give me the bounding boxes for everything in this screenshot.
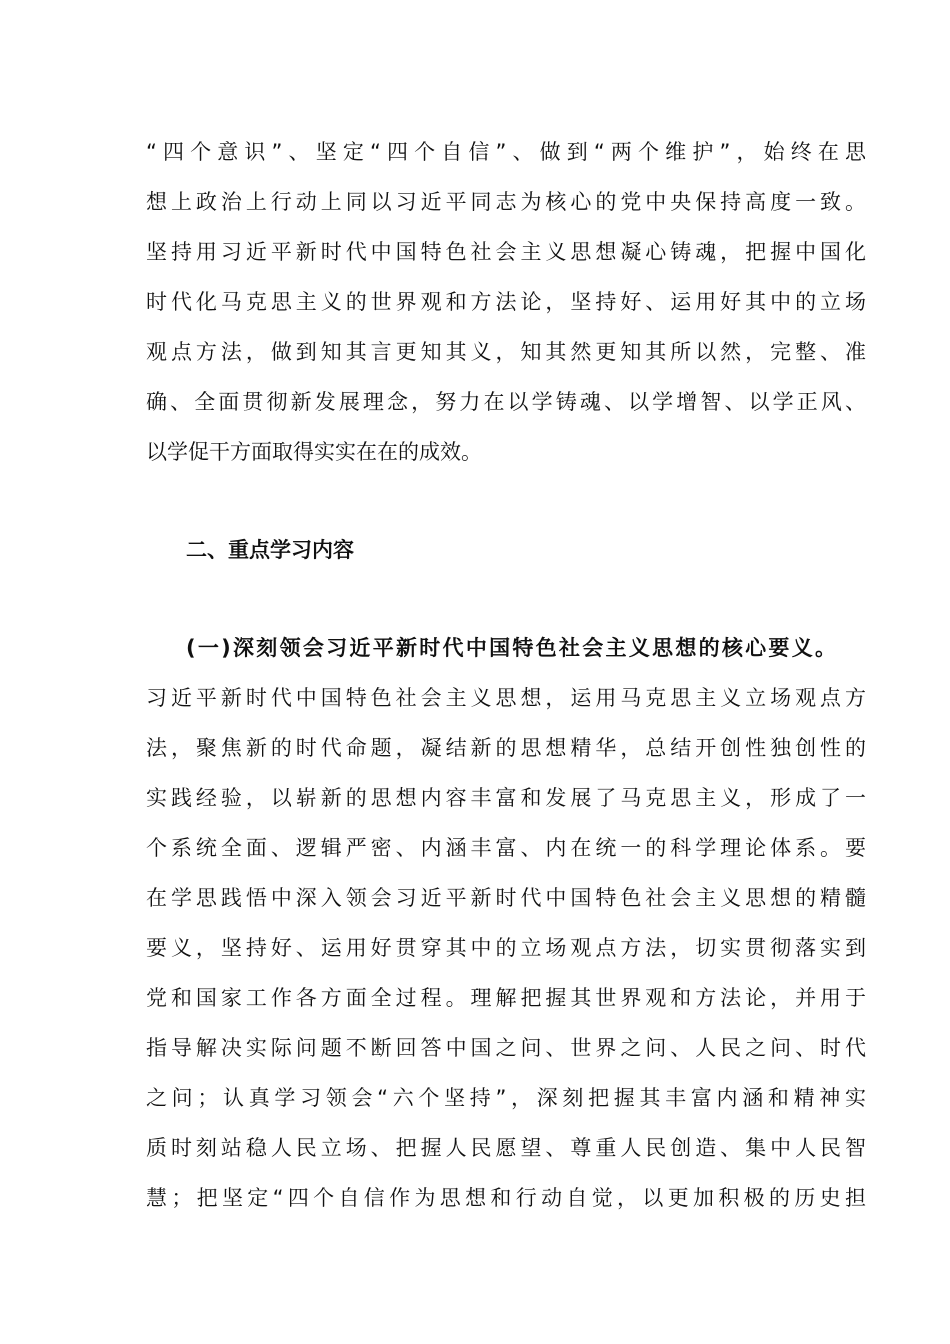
body-text-line: 确、全面贯彻新发展理念，努力在以学铸魂、以学增智、以学正风、 [146,390,866,414]
body-text-line: 个系统全面、逻辑严密、内涵丰富、内在统一的科学理论体系。要 [146,836,866,860]
body-text-line: 习近平新时代中国特色社会主义思想，运用马克思主义立场观点方 [146,686,866,710]
body-text-line: 坚持用习近平新时代中国特色社会主义思想凝心铸魂，把握中国化 [146,240,866,264]
body-text-line: “四个意识”、坚定“四个自信”、做到“两个维护”，始终在思 [146,140,866,164]
body-text-line: 时代化马克思主义的世界观和方法论，坚持好、运用好其中的立场 [146,290,866,314]
body-text-line: 法，聚焦新的时代命题，凝结新的思想精华，总结开创性独创性的 [146,736,866,760]
body-text-line: 质时刻站稳人民立场、把握人民愿望、尊重人民创造、集中人民智 [146,1136,866,1160]
subsection-heading: (一)深刻领会习近平新时代中国特色社会主义思想的核心要义。 [186,636,836,660]
body-text-line: 实践经验，以崭新的思想内容丰富和发展了马克思主义，形成了一 [146,786,866,810]
body-text-line: 之问；认真学习领会“六个坚持”，深刻把握其丰富内涵和精神实 [146,1086,866,1110]
body-text-line: 观点方法，做到知其言更知其义，知其然更知其所以然，完整、准 [146,340,866,364]
body-text-line: 要义，坚持好、运用好贯穿其中的立场观点方法，切实贯彻落实到 [146,936,866,960]
body-text-line: 慧；把坚定“四个自信作为思想和行动自觉，以更加积极的历史担 [146,1186,866,1210]
body-text-line: 想上政治上行动上同以习近平同志为核心的党中央保持高度一致。 [146,190,866,214]
body-text-line: 以学促干方面取得实实在在的成效。 [146,440,482,464]
body-text-line: 党和国家工作各方面全过程。理解把握其世界观和方法论，并用于 [146,986,866,1010]
section-heading: 二、重点学习内容 [186,538,354,562]
body-text-line: 在学思践悟中深入领会习近平新时代中国特色社会主义思想的精髓 [146,886,866,910]
body-text-line: 指导解决实际问题不断回答中国之问、世界之问、人民之问、时代 [146,1036,866,1060]
